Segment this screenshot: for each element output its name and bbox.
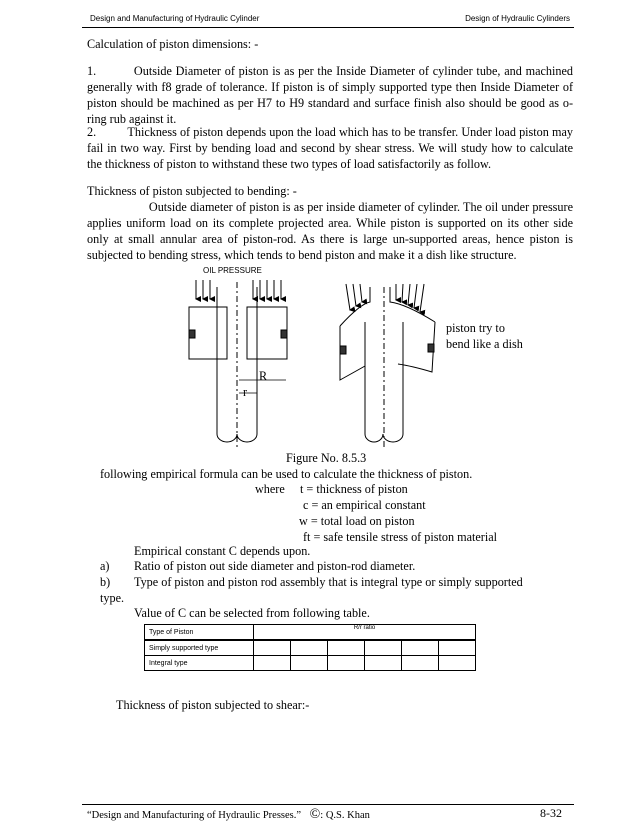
copyright-icon: ©: [309, 807, 321, 822]
para2-line: fail in two way. First by bending load and second by shear stress. We will study how to calculate: [87, 141, 573, 155]
header-right: Design of Hydraulic Cylinders: [465, 14, 570, 23]
dish-note-1: piston try to: [446, 321, 505, 335]
label-R: R: [259, 369, 268, 383]
header-rule: [82, 27, 574, 28]
def-w: w = total load on piston: [299, 514, 415, 528]
table-header-cell: Type of Piston: [145, 625, 254, 640]
table-row: [145, 625, 476, 640]
para1-line: generally with f8 grade of tolerance. If piston is of simply supported type then Inside Diameter of: [87, 80, 573, 94]
seal-right: [281, 330, 287, 338]
pressure-arrow: [402, 284, 403, 302]
type-word: type.: [100, 591, 125, 605]
pressure-arrow: [420, 284, 424, 312]
pressure-arrow: [353, 284, 356, 306]
pressure-arrow: [414, 284, 417, 308]
table-cell: Simply supported type: [145, 641, 254, 656]
para3-line: subjected to bending stress, which tends to bend piston and make it a dish like structure.: [87, 248, 517, 262]
dish-top-right: [390, 287, 435, 322]
table-row: [145, 641, 476, 656]
page-number: 8-32: [540, 806, 562, 820]
item-text: Type of piston and piston rod assembly that is integral type or simply supported: [134, 575, 523, 589]
para2-line: 2. Thickness of piston depends upon the load which has to be transfer. Under load piston may: [87, 125, 573, 139]
flat-piston: [189, 280, 287, 447]
para1-line: 1. Outside Diameter of piston is as per the Inside Diameter of cylinder tube, and machined: [87, 64, 573, 78]
item-marker: b): [100, 575, 111, 589]
dish-note-2: bend like a dish: [446, 337, 523, 351]
dish-piston: [340, 284, 435, 447]
footer-left: [87, 807, 370, 823]
piston-figure: [170, 262, 550, 452]
ratio-header-cell: R/r ratio: [254, 625, 476, 640]
para1-line: piston should be machined as per H7 to H9 standard and surface finish also should be good as o-: [87, 96, 573, 110]
oil-pressure-label: OIL PRESSURE: [203, 266, 262, 275]
figure-caption: Figure No. 8.5.3: [286, 451, 367, 465]
where-word: where: [255, 482, 285, 496]
footer-rule: [82, 804, 574, 805]
bending-title: Thickness of piston subjected to bending: -: [87, 184, 297, 198]
header-left: Design and Manufacturing of Hydraulic Cylinder: [90, 14, 260, 23]
item-marker: a): [100, 559, 110, 573]
seal-left: [189, 330, 195, 338]
table-row: [145, 656, 476, 671]
table-intro: Value of C can be selected from following table.: [134, 606, 370, 620]
def-ft: ft = safe tensile stress of piston material: [303, 530, 498, 544]
def-t: t = thickness of piston: [300, 482, 408, 496]
shear-title: Thickness of piston subjected to shear:-: [116, 698, 310, 712]
table-cell: Integral type: [145, 656, 254, 671]
para3-line: only at small annular area of piston-rod. As there is large un-supported areas, hence piston is: [87, 232, 573, 246]
item-text: Ratio of piston out side diameter and piston-rod diameter.: [134, 559, 416, 573]
footer-author: : Q.S. Khan: [320, 810, 370, 821]
pressure-arrow: [346, 284, 350, 310]
section-title: Calculation of piston dimensions: -: [87, 37, 259, 51]
para3-line: applies uniform load on its complete projected area. While piston is supported on its other side: [87, 216, 573, 230]
seal-right: [428, 344, 434, 352]
seal-left: [340, 346, 346, 354]
footer-book-title: “Design and Manufacturing of Hydraulic Presses.”: [87, 810, 302, 821]
dish-top-left: [340, 287, 370, 326]
depends-text: Empirical constant C depends upon.: [134, 544, 311, 558]
formula-intro: following empirical formula can be used to calculate the thickness of piston.: [100, 467, 473, 481]
label-r: r: [243, 385, 248, 399]
pressure-arrow: [408, 284, 410, 305]
c-table: [144, 624, 476, 671]
pressure-arrow: [360, 284, 362, 302]
def-c: c = an empirical constant: [303, 498, 426, 512]
para1-line: ring rub against it.: [87, 112, 177, 126]
para3-line: Outside diameter of piston is as per inside diameter of cylinder. The oil under pressure: [87, 200, 573, 214]
para2-line: the thickness of piston to withstand these two types of load satisfactorily as follow.: [87, 157, 492, 171]
